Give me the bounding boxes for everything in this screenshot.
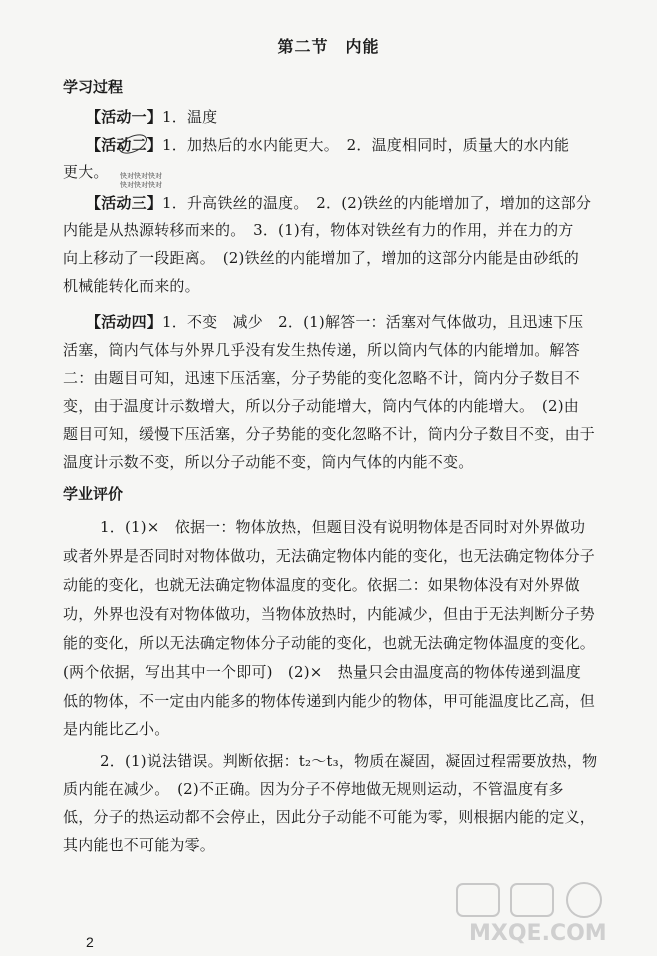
q1-line3: 动能的变化，也就无法确定物体温度的变化。依据二：如果物体没有对外界做 (63, 576, 580, 594)
activity3-label: 【活动三】 (86, 194, 163, 212)
page-title: 第二节 内能 (277, 37, 380, 56)
activity3-text: 1．升高铁丝的温度。 2．(2)铁丝的内能增加了，增加的这部分 (162, 194, 592, 212)
q2-line1: 2．(1)说法错误。判断依据：t₂～t₃，物质在凝固，凝固过程需要放热，物 (100, 752, 598, 770)
q1-line2: 或者外界是否同时对物体做功，无法确定物体内能的变化，也无法确定物体分子 (63, 547, 596, 565)
q2-line2: 质内能在减少。 (2)不正确。因为分子不停地做无规则运动，不管温度有多 (63, 780, 564, 798)
watermark-logo (449, 878, 649, 948)
activity1-line (86, 106, 217, 127)
activity3-line4: 机械能转化而来的。 (63, 277, 200, 295)
q1-line8: 是内能比乙小。 (63, 720, 170, 738)
page-number: 2 (86, 934, 94, 950)
q2-line4: 其内能也不可能为零。 (63, 836, 216, 854)
activity2-line1 (86, 134, 569, 155)
activity4-line1 (86, 311, 583, 332)
section-heading-evaluation: 学业评价 (63, 485, 124, 503)
q1-line7: 低的物体，不一定由内能多的物体传递到内能少的物体，甲可能温度比乙高，但 (63, 692, 596, 710)
activity3-line3: 向上移动了一段距离。 (2)铁丝的内能增加了，增加的这部分内能是由砂纸的 (63, 249, 579, 267)
activity2-line2: 更大。 (63, 163, 109, 181)
activity4-label: 【活动四】 (86, 313, 163, 331)
activity4-line4: 变，由于温度计示数增大，所以分子动能增大，筒内气体的内能增大。 (2)由 (63, 397, 579, 415)
q2-line3: 低，分子的热运动都不会停止，因此分子动能不可能为零，则根据内能的定义， (63, 808, 596, 826)
activity4-line2: 活塞，筒内气体与外界几乎没有发生热传递，所以筒内气体的内能增加。解答 (63, 341, 580, 359)
activity4-line6: 温度计示数不变，所以分子动能不变，筒内气体的内能不变。 (63, 453, 474, 471)
activity2-label: 【活动二】 (86, 136, 163, 154)
stamp-text: 快对快对快对 快对快对快对 (120, 172, 162, 189)
q1-line6: (两个依据，写出其中一个即可) (2)× 热量只会由温度高的物体传递到温度 (63, 663, 581, 681)
q1-line4: 功，外界也没有对物体做功，当物体放热时，内能减少，但由于无法判断分子势 (63, 605, 596, 623)
activity1-text: 1．温度 (162, 108, 218, 126)
activity1-label: 【活动一】 (86, 108, 163, 126)
activity4-line3: 二：由题目可知，迅速下压活塞，分子势能的变化忽略不计，筒内分子数目不 (63, 369, 580, 387)
section-heading-process: 学习过程 (63, 78, 124, 96)
activity4-text: 1．不变 减少 2．(1)解答一：活塞对气体做功，且迅速下压 (162, 313, 584, 331)
activity3-line1 (86, 192, 591, 213)
activity2-text: 1．加热后的水内能更大。 2．温度相同时，质量大的水内能 (162, 136, 570, 154)
q1-line1: 1．(1)× 依据一：物体放热，但题目没有说明物体是否同时对外界做功 (100, 518, 586, 536)
activity4-line5: 题目可知，缓慢下压活塞，分子势能的变化忽略不计，筒内分子数目不变，由于 (63, 425, 596, 443)
svg-text:MXQE.COM: MXQE.COM (469, 921, 607, 946)
activity3-line2: 内能是从热源转移而来的。 3．(1)有，物体对铁丝有力的作用，并在力的方 (63, 221, 574, 239)
q1-line5: 能的变化，所以无法确定物体分子动能的变化，也就无法确定物体温度的变化。 (63, 634, 596, 652)
